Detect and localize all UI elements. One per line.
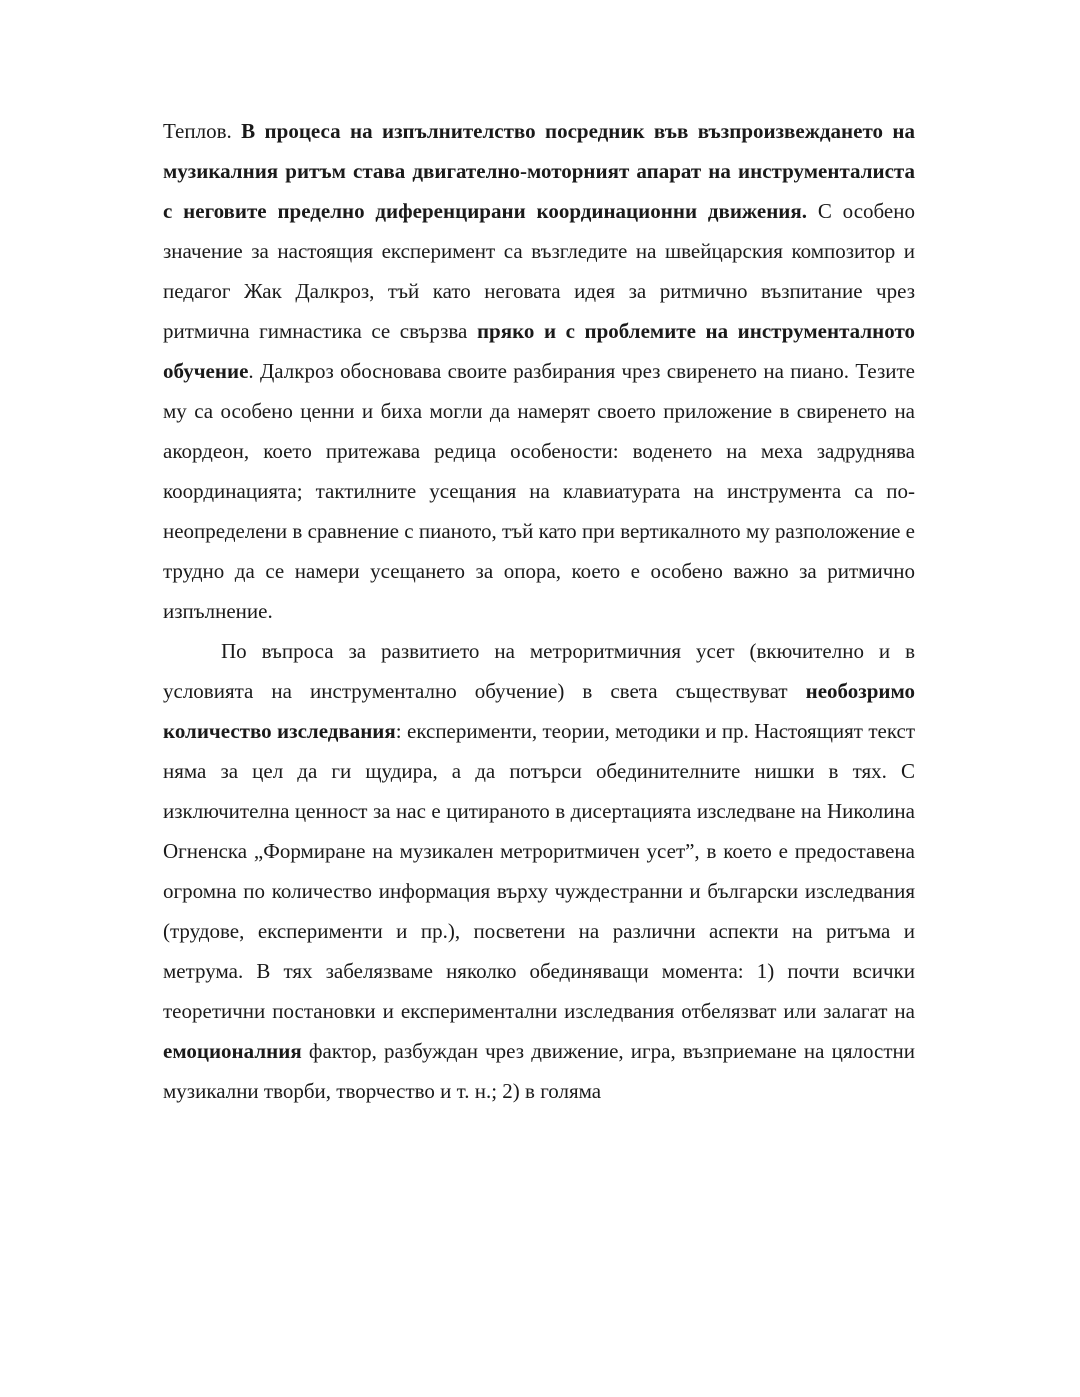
paragraph-2 xyxy=(163,631,915,1111)
paragraph-1-segment-5: . Далкроз обосновава своите разбирания чрез свиренето на пиано. Тезите му са особено ценни и биха могли да намерят своето приложение в свиренето на акордеон, което притежава редица особености: воденето на меха задруднява координацията; тактилните усещания на клавиатурата на инструмента са по-неопределени в сравнение с пианото, тъй като при вертикалното му разположение е трудно да се намери усещането за опора, което е особено важно за ритмично изпълнение. xyxy=(163,359,915,623)
paragraph-2-segment-1: По въпроса за развитието на метроритмичния усет (вкючително и в условията на инструментално обучение) в света съществуват xyxy=(163,639,915,703)
paragraph-2-segment-4-bold: емоционалния xyxy=(163,1039,302,1063)
body-text xyxy=(163,111,915,1111)
paragraph-1 xyxy=(163,111,915,631)
paragraph-2-segment-3: : експерименти, теории, методики и пр. Настоящият текст няма за цел да ги щудира, а да потърси обединителните нишки в тях. С изключителна ценност за нас е цитираното в дисертацията изследване на Николина Огненска „Формиране на музикален метроритмичен усет”, в което е предоставена огромна по количество информация върху чуждестранни и български изследвания (трудове, експерименти и пр.), посветени на различни аспекти на ритъма и метрума. В тях забелязваме няколко обединяващи момента: 1) почти всички теоретични постановки и експериментални изследвания отбелязват или залагат на xyxy=(163,719,916,1023)
paragraph-1-segment-2-bold: В процеса на изпълнителство посредник във възпроизвеждането на музикалния ритъм става двигателно-моторният апарат на инструменталиста с неговите пределно диференцирани координационни движения. xyxy=(163,119,916,223)
paragraph-1-segment-1: Теплов. xyxy=(163,119,242,143)
paragraph-2-segment-2-bold: необозримо количество изследвания xyxy=(163,679,915,743)
paragraph-2-segment-5: фактор, разбуждан чрез движение, игра, възприемане на цялостни музикални творби, творчество и т. н.; 2) в голяма xyxy=(163,1039,915,1103)
paragraph-1-segment-4-bold: пряко и с проблемите на инструменталното обучение xyxy=(163,319,915,383)
paragraph-1-segment-3: С особено значение за настоящия експеримент са възгледите на швейцарския композитор и педагог Жак Далкроз, тъй като неговата идея за ритмично възпитание чрез ритмична гимнастика се свързва xyxy=(163,199,915,343)
